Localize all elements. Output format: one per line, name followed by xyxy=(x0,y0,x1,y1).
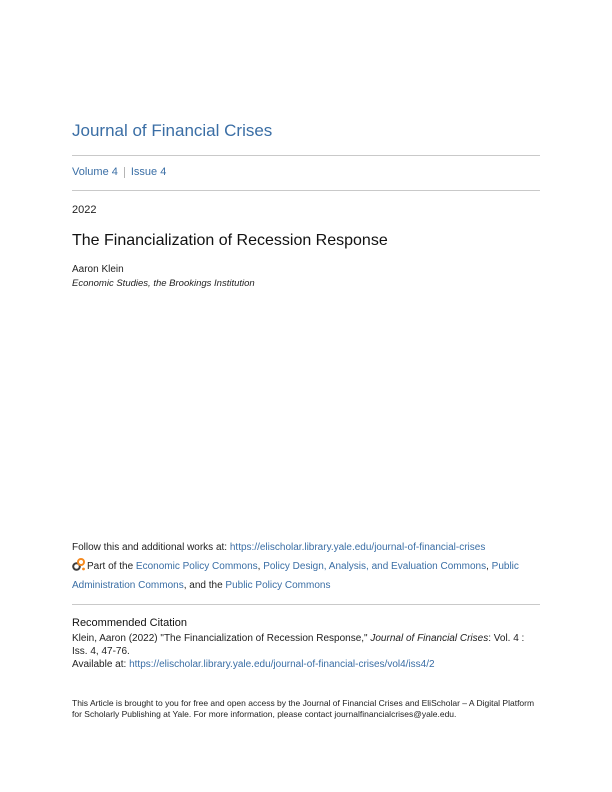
part-of-sep-3: , and the xyxy=(183,580,226,591)
article-title: The Financialization of Recession Response xyxy=(72,232,388,249)
divider-citation xyxy=(72,604,540,605)
publication-year: 2022 xyxy=(72,204,97,216)
public-policy-commons-link[interactable]: Public Policy Commons xyxy=(225,580,331,591)
part-of-sep-1: , xyxy=(257,561,264,572)
citation-journal: Journal of Financial Crises xyxy=(370,633,489,644)
citation-text-after: : Vol. 4 : Iss. 4, 47-76. xyxy=(72,633,525,657)
journal-title[interactable]: Journal of Financial Crises xyxy=(72,121,273,140)
citation-link[interactable]: https://elischolar.library.yale.edu/journal-of-financial-crises/vol4/iss4/2 xyxy=(129,659,435,670)
citation-heading: Recommended Citation xyxy=(72,617,187,629)
follow-link[interactable]: https://elischolar.library.yale.edu/journal-of-financial-crises xyxy=(229,542,486,553)
divider-middle xyxy=(72,190,540,191)
follow-line xyxy=(72,542,485,553)
volume-issue-separator xyxy=(124,167,125,178)
part-of-line xyxy=(72,558,542,594)
follow-prefix: Follow this and additional works at: xyxy=(72,542,230,553)
issue-link[interactable]: Issue 4 xyxy=(130,166,167,178)
citation-text-before: Klein, Aaron (2022) "The Financialization of Recession Response," xyxy=(72,633,371,644)
citation-available-prefix: Available at: xyxy=(72,659,130,670)
footer-note: This Article is brought to you for free and open access by the Journal of Financial Crises and EliScholar – A Digital Platform for Scholarly Publishing at Yale. For more information, please contact journalfinancialcrises@yale.edu. xyxy=(72,698,535,719)
part-of-prefix: Part of the xyxy=(87,561,136,572)
part-of-sep-2: , xyxy=(486,561,492,572)
volume-issue-row xyxy=(72,166,166,178)
divider-top xyxy=(72,155,540,156)
citation-body xyxy=(72,632,542,671)
policy-design-commons-link[interactable]: Policy Design, Analysis, and Evaluation Commons xyxy=(263,561,487,572)
volume-link[interactable]: Volume 4 xyxy=(72,166,118,178)
open-access-icon xyxy=(72,558,85,577)
economic-policy-commons-link[interactable]: Economic Policy Commons xyxy=(135,561,258,572)
public-administration-commons-link[interactable]: Public Administration Commons xyxy=(72,561,519,591)
author-name: Aaron Klein xyxy=(72,264,124,275)
author-affiliation: Economic Studies, the Brookings Institution xyxy=(72,278,255,289)
